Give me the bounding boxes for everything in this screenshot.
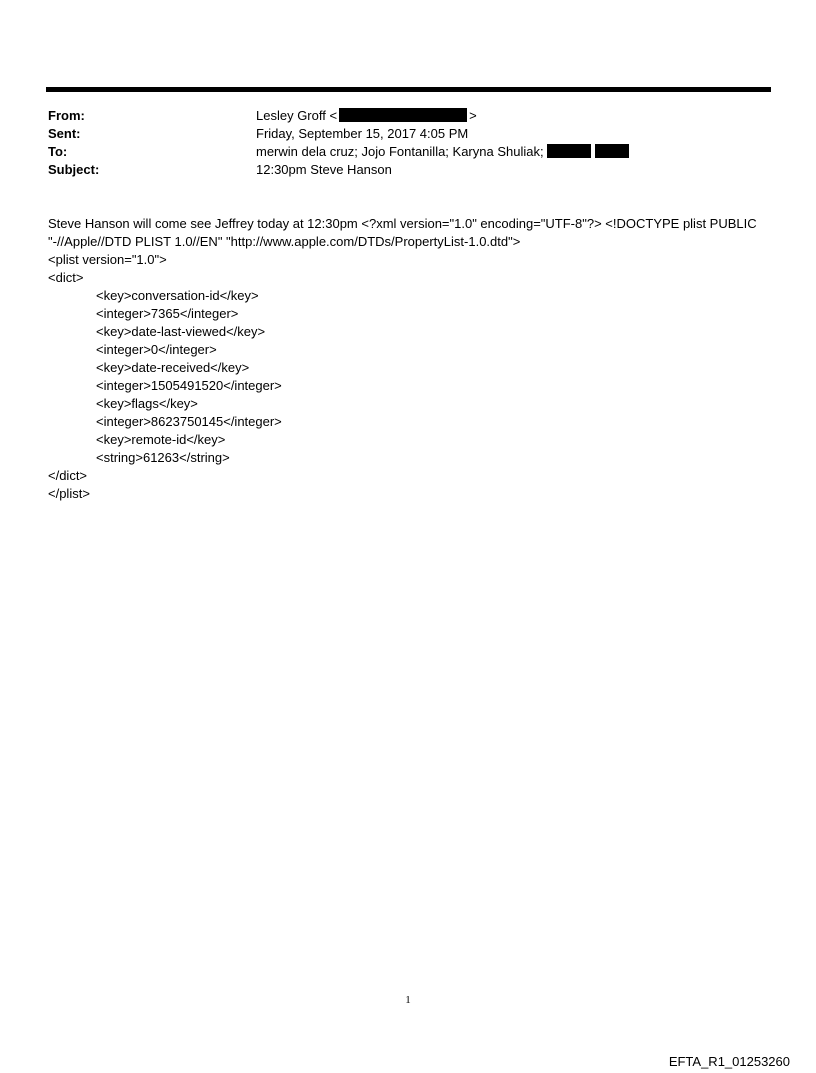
document-id: EFTA_R1_01253260 <box>668 1054 790 1069</box>
email-header <box>48 107 768 179</box>
to-recipients: merwin dela cruz; Jojo Fontanilla; Karyna Shuliak; <box>256 144 544 159</box>
body-text-line: </dict> <box>48 468 88 483</box>
subject-value: 12:30pm Steve Hanson <box>256 162 392 177</box>
dict-line: <key>remote-id</key> <box>96 432 226 447</box>
dict-line: <integer>7365</integer> <box>96 306 239 321</box>
email-body <box>48 215 773 503</box>
from-name: Lesley Groff < <box>256 108 338 123</box>
dict-line: <key>flags</key> <box>96 396 198 411</box>
sent-value: Friday, September 15, 2017 4:05 PM <box>256 126 469 141</box>
body-text-line: </plist> <box>48 486 90 501</box>
subject-row <box>48 161 768 179</box>
sent-row <box>48 125 768 143</box>
redaction-box <box>595 144 629 158</box>
from-row <box>48 107 768 125</box>
from-label: From: <box>48 108 85 123</box>
dict-line: <key>date-received</key> <box>96 360 250 375</box>
dict-line: <key>conversation-id</key> <box>96 288 259 303</box>
redaction-box <box>547 144 591 158</box>
to-value <box>256 143 629 161</box>
body-text-line: "-//Apple//DTD PLIST 1.0//EN" "http://www.apple.com/DTDs/PropertyList-1.0.dtd"> <box>48 234 521 249</box>
from-value <box>256 107 477 125</box>
dict-line: <key>date-last-viewed</key> <box>96 324 266 339</box>
dict-line: <integer>0</integer> <box>96 342 217 357</box>
to-row <box>48 143 768 161</box>
subject-label: Subject: <box>48 162 100 177</box>
dict-line: <integer>8623750145</integer> <box>96 414 282 429</box>
from-suffix: > <box>469 108 477 123</box>
body-text-line: Steve Hanson will come see Jeffrey today at 12:30pm <?xml version="1.0" encoding="UTF-8"?> <!DOCTYPE plist PUBLIC <box>48 216 757 231</box>
dict-line: <integer>1505491520</integer> <box>96 378 282 393</box>
header-divider <box>46 87 771 92</box>
body-text-line: <plist version="1.0"> <box>48 252 167 267</box>
page-number: 1 <box>405 994 411 1006</box>
dict-line: <string>61263</string> <box>96 450 230 465</box>
sent-label: Sent: <box>48 126 81 141</box>
to-label: To: <box>48 144 68 159</box>
redaction-box <box>339 108 467 122</box>
body-text-line: <dict> <box>48 270 84 285</box>
